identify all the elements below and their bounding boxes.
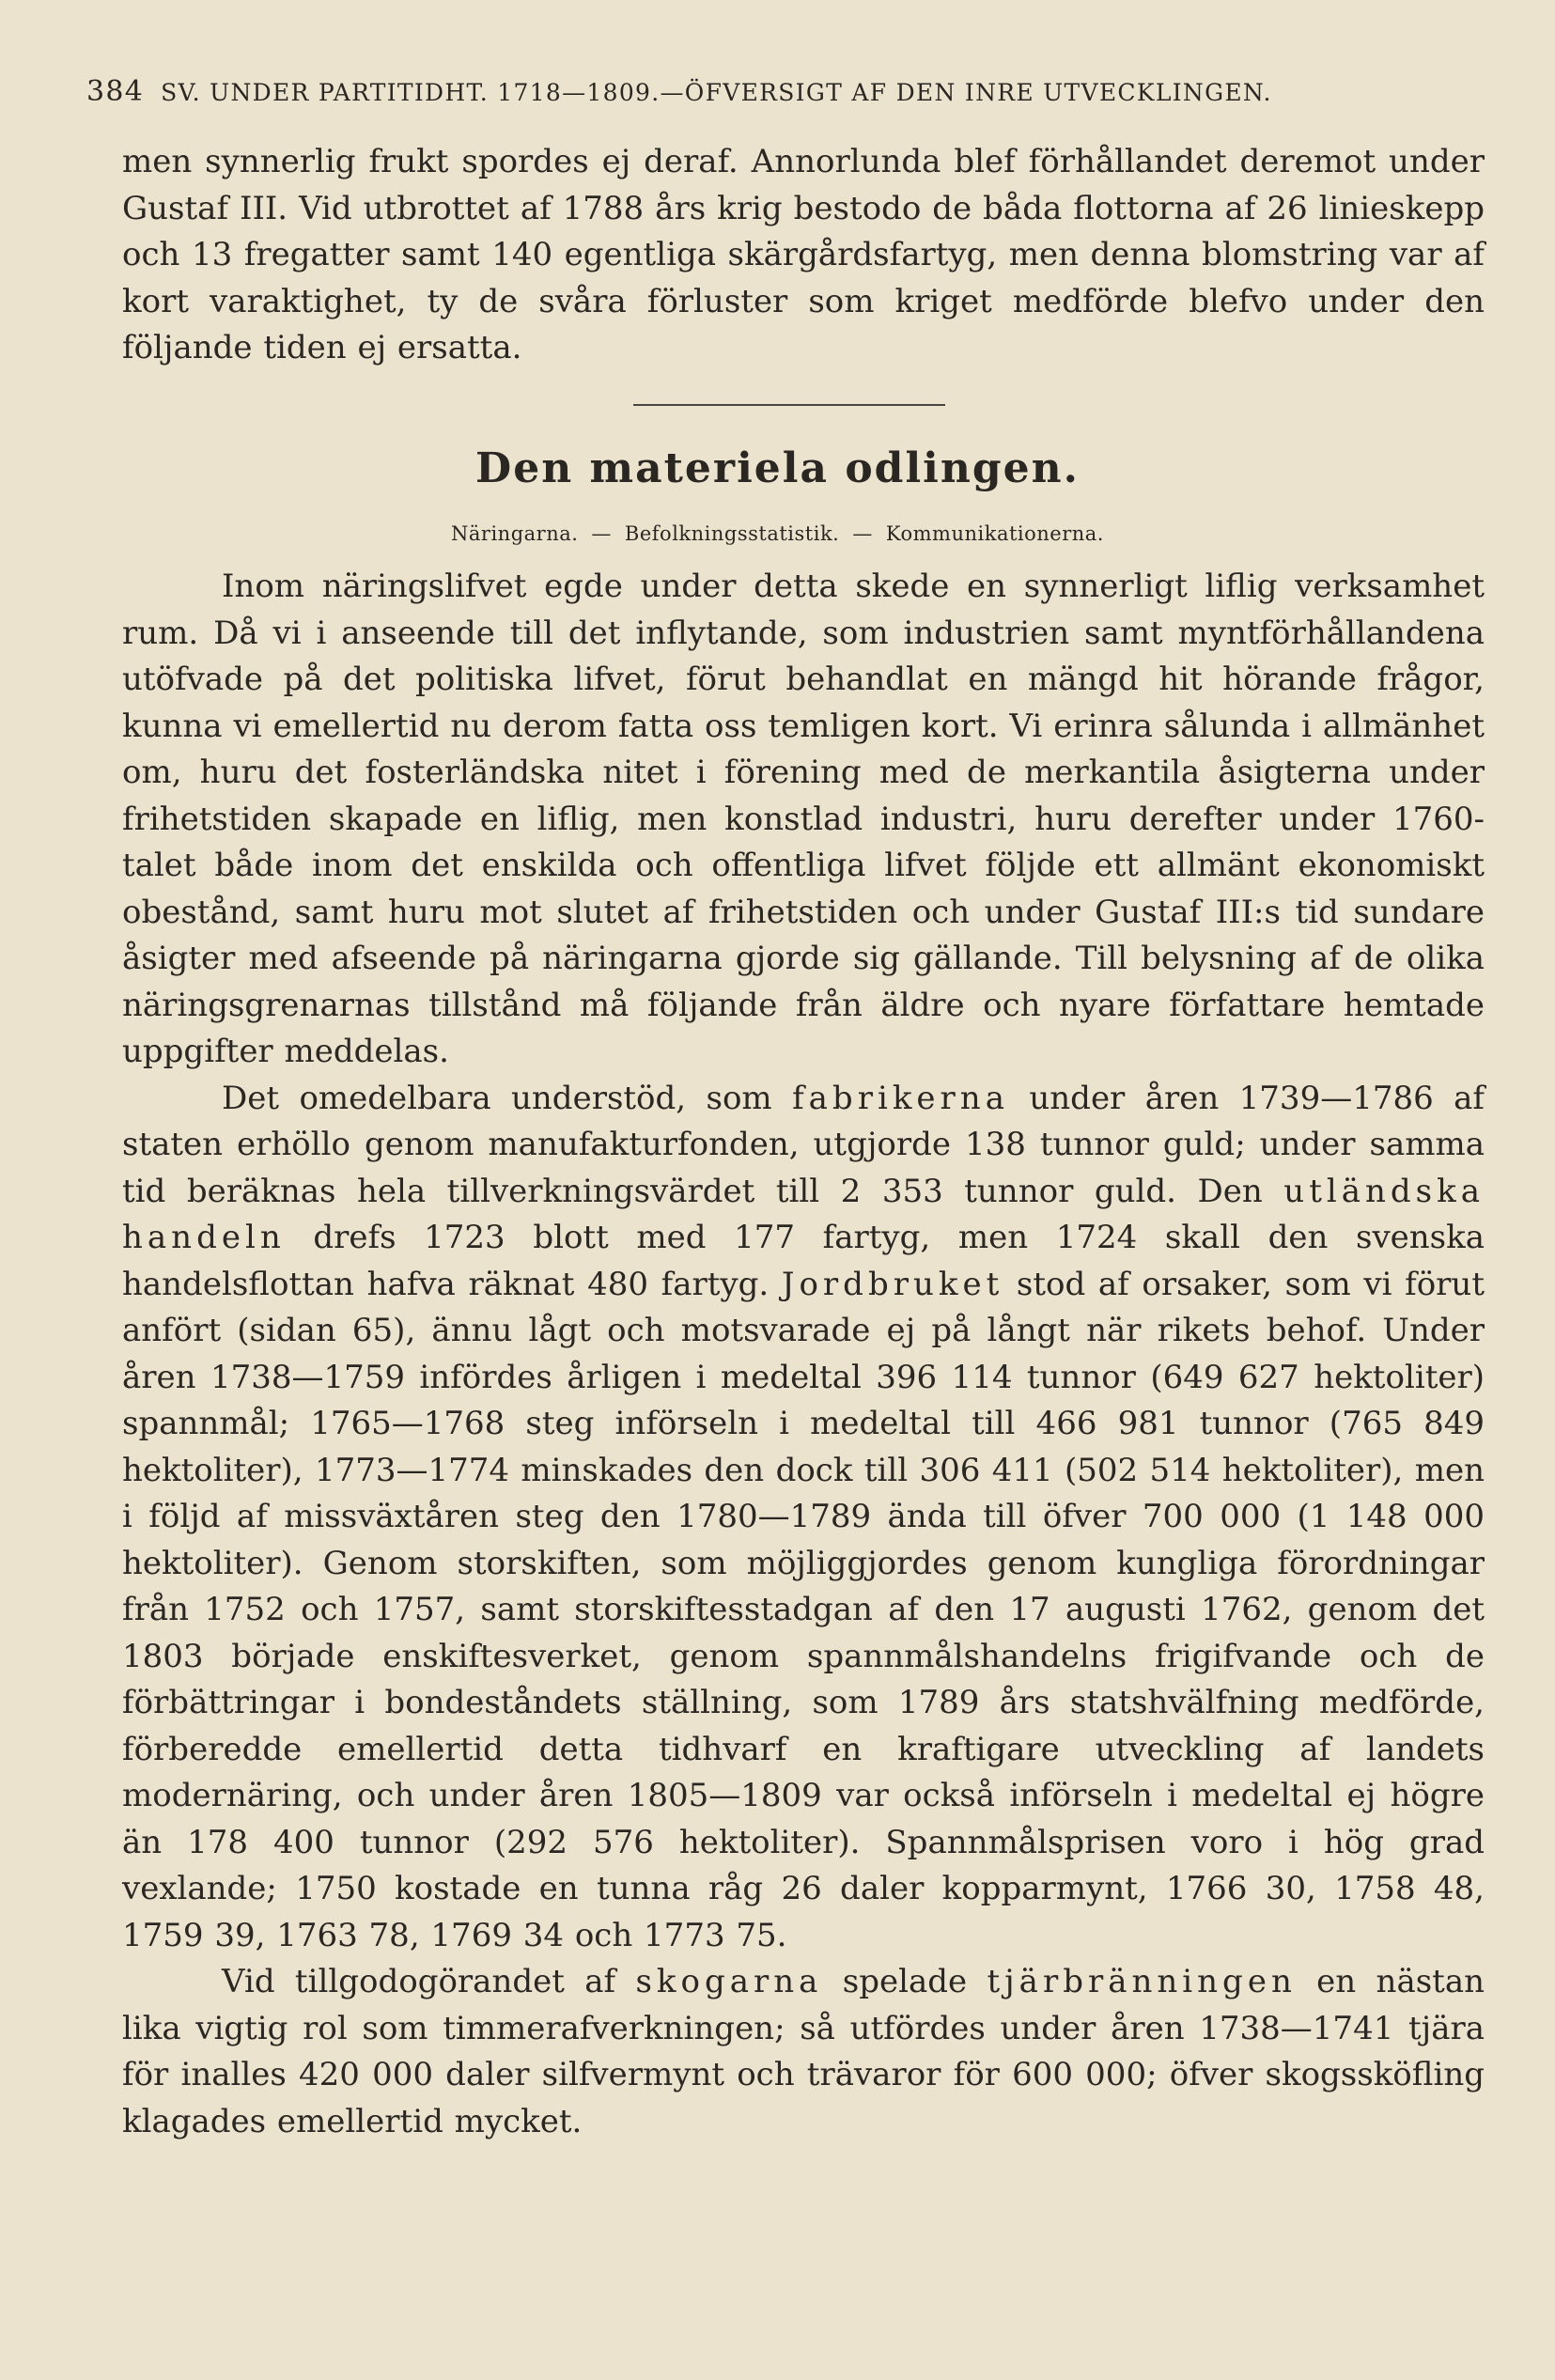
text-run: Det omedelbara understöd, som: [222, 1079, 793, 1117]
emphasis-skogarna: skogarna: [635, 1963, 823, 2000]
emphasis-fabrikerna: fabrikerna: [792, 1079, 1009, 1117]
running-title: SV. UNDER PARTITIDHT. 1718—1809.—ÖFVERSIGT AF DEN INRE UTVECKLINGEN.: [161, 79, 1272, 106]
paragraph-skogarna: [122, 1959, 1485, 2145]
subtopic-kommunikationerna: Kommunikationerna.: [885, 522, 1104, 545]
emphasis-tjarbranningen: tjärbränningen: [987, 1963, 1297, 2000]
running-header: [86, 75, 1477, 108]
intro-paragraph: men synnerlig frukt spordes ej deraf. Annorlunda blef förhållandet deremot under Gustaf III. Vid utbrottet af 1788 års krig bestodo de båda flottorna af 26 linieskepp och 13 fregatter samt 140 egentliga skärgårdsfartyg, men denna blomstring var af kort varaktighet, ty de svåra förluster som kriget medförde blefvo under den följande tiden ej ersatta.: [122, 143, 1485, 366]
section-divider: [633, 404, 945, 406]
text-run: stod af orsaker, som vi förut anfört (sidan 65), ännu lågt och motsvarade ej på långt när rikets behof. Under åren 1738—1759 infördes årligen i medeltal 396 114 tunnor (649 627 hektoliter) spannmål; 1765—1768 steg införseln i medeltal till 466 981 tunnor (765 849 hektoliter), 1773—1774 minskades den dock till 306 411 (502 514 hektoliter), men i följd af missväxtåren steg den 1780—1789 ända till öfver 700 000 (1 148 000 hektoliter). Genom storskiften, som möjliggjordes genom kungliga förordningar från 1752 och 1757, samt storskiftesstadgan af den 17 augusti 1762, genom det 1803 började enskiftesverket, genom spannmålshandelns frigifvande och de förbättringar i bondeståndets ställning, som 1789 års statshvälfning medförde, förberedde emellertid detta tidhvarf en kraftigare utveckling af landets modernäring, och under åren 1805—1809 var också införseln i medeltal ej högre än 178 400 tunnor (292 576 hektoliter). Spannmålsprisen voro i hög grad vexlande; 1750 kostade en tunna råg 26 daler kopparmynt, 1766 30, 1758 48, 1759 39, 1763 78, 1769 34 och 1773 75.: [122, 1265, 1485, 1954]
text-run: en nästan lika vigtig rol som timmerafverkningen; så utfördes under åren 1738—1741 tjära för inalles 420 000 daler silfvermynt och trävaror för 600 000; öfver skogssköfling klagades emellertid mycket.: [122, 1963, 1485, 2140]
intro-text: [122, 139, 1485, 372]
section-subtopics: Näringarna. — Befolkningsstatistik. — Kommunikationerna.: [451, 522, 1104, 545]
subtopic-befolkningsstatistik: Befolkningsstatistik.: [624, 522, 840, 545]
paragraph-fabrikerna: [122, 1076, 1485, 1960]
body-text: [122, 564, 1485, 2145]
paragraph-naringslifvet: Inom näringslifvet egde under detta skede en synnerligt liflig verksamhet rum. Då vi i anseende till det inflytande, som industrien samt myntförhållandena utöfvade på det politiska lifvet, förut behandlat en mängd hit hörande frågor, kunna vi emellertid nu derom fatta oss temligen kort. Vi erinra sålunda i allmänhet om, huru det fosterländska nitet i förening med de merkantila åsigterna under frihetstiden skapade en liflig, men konstlad industri, huru derefter under 1760-talet både inom det enskilda och offentliga lifvet följde ett allmänt ekonomiskt obestånd, samt huru mot slutet af frihetstiden och under Gustaf III:s tid sundare åsigter med afseende på näringarna gjorde sig gällande. Till belysning af de olika näringsgrenarnas tillstånd må följande från äldre och nyare författare hemtade uppgifter meddelas.: [122, 568, 1485, 1070]
subtopic-naringarna: Näringarna.: [451, 522, 579, 545]
emphasis-jordbruket: Jordbruket: [781, 1265, 1004, 1303]
text-run: Vid tillgodogörandet af: [222, 1963, 636, 2000]
emphasis-utlandska-handeln: utländska handeln: [122, 1172, 1485, 1256]
text-run: spelade: [822, 1963, 987, 2000]
section-title: Den materiela odlingen.: [475, 444, 1080, 492]
text-run: drefs 1723 blott med 177 fartyg, men 1724 skall den svenska handelsflottan hafva räknat 480 fartyg.: [122, 1219, 1485, 1303]
text-run: under åren 1739—1786 af staten erhöllo genom manufakturfonden, utgjorde 138 tunnor guld; under samma tid beräknas hela tillverkningsvärdet till 2 353 tunnor guld. Den: [122, 1079, 1485, 1210]
page-number: 384: [86, 75, 145, 108]
